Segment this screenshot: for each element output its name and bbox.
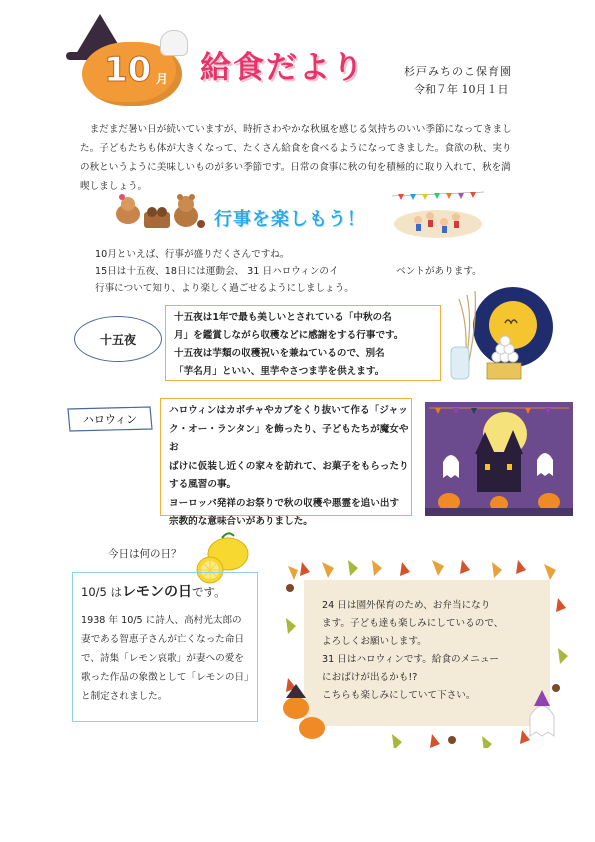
halloween-line: ヨーロッパ発祥のお祭りで秋の収穫や悪霊を追い出す: [169, 497, 400, 509]
month-unit: 月: [156, 72, 169, 86]
sports-day-illustration: [388, 186, 488, 240]
halloween-line: 宗教的な意味合いがありました。: [169, 516, 313, 527]
events-line: 行事について知り、より楽しく過ごせるようにしましょう。: [95, 283, 354, 294]
lemon-heading-bold: レモンの日: [121, 584, 192, 600]
lemon-heading-prefix: 10/5 は: [81, 585, 122, 599]
halloween-line: ばけに仮装し近くの家々を訪れて、お菓子をもらったり: [169, 460, 409, 472]
lemon-day-box: [72, 572, 258, 722]
notice-line: 31 日はハロウィンです。給食のメニュー: [322, 654, 500, 665]
notice-line: よろしくお願いします。: [322, 636, 427, 647]
events-title: 行事を楽しもう！: [214, 209, 366, 230]
halloween-box: [160, 398, 412, 527]
halloween-line: ハロウィンはカボチャやカブをくり抜いて作る「ジャッ: [169, 405, 408, 416]
juugoya-line: 十五夜は1年で最も美しいとされている「中秋の名: [174, 312, 392, 323]
halloween-label: ハロウィン: [82, 413, 138, 426]
events-line: 15日は十五夜、18日には運動会、 31 日ハロウィンのイ ベントがあります。: [95, 266, 482, 277]
juugoya-line: 十五夜は芋類の収穫祝いを兼ねているので、別名: [174, 348, 385, 359]
issue-date: 令和７年 10月１日: [414, 83, 509, 96]
moon-viewing-illustration: [445, 285, 555, 390]
events-line: 10月といえば、行事が盛りだくさんですね。: [95, 249, 290, 260]
notice-line: ます。子ども達も楽しみにしているので、: [322, 618, 504, 629]
animals-harvest-illustration: [108, 190, 208, 232]
notice-line: 24 日は園外保育のため、お弁当になり: [322, 600, 491, 611]
juugoya-line: 月」を鑑賞しながら収穫などに感謝をする行事です。: [174, 330, 404, 341]
month-number: 10: [104, 50, 152, 90]
juugoya-label: 十五夜: [99, 332, 136, 347]
juugoya-box: [165, 305, 441, 381]
halloween-line: する風習の事。: [169, 479, 237, 490]
ghost-icon: [160, 30, 188, 56]
juugoya-line: 「芋名月」といい、里芋やさつま芋を供えます。: [174, 366, 385, 377]
notice-text: [322, 597, 542, 705]
halloween-night-illustration: [425, 402, 573, 516]
lemon-heading-suffix: です。: [191, 585, 226, 599]
juugoya-label-bubble: [74, 316, 162, 362]
school-name: 杉戸みちのこ保育園: [404, 65, 512, 78]
notice-line: こちらも楽しみにしていて下さい。: [322, 690, 476, 701]
halloween-label-tag: [66, 405, 154, 433]
lemon-body: 1938 年 10/5 に詩人、高村光太郎の妻である智恵子さんが亡くなった命日で、詩集「レモン哀歌」が妻への愛を歌った作品の象徴として「レモンの日」と制定されました。: [81, 615, 249, 702]
lemon-question: 今日は何の日？: [108, 548, 182, 560]
notice-line: におばけが出るかも!?: [322, 672, 418, 683]
lemon-heading: [81, 581, 249, 601]
intro-paragraph: まだまだ暑い日が続いていますが、時折さわやかな秋風を感じる気持ちのいい季節になってきました。子どもたちも体が大きくなって、たくさん給食を食べるようになってきました。食欲の秋、実りの秋というように美味しいものが多い季節です。日常の食事に秋の旬を積極的に取り入れて、秋を満喫しましょう。: [80, 124, 512, 192]
page-title: 給食だより: [200, 50, 365, 86]
halloween-line: ク・オー・ランタン」を飾ったり、子どもたちが魔女やお: [169, 423, 409, 453]
